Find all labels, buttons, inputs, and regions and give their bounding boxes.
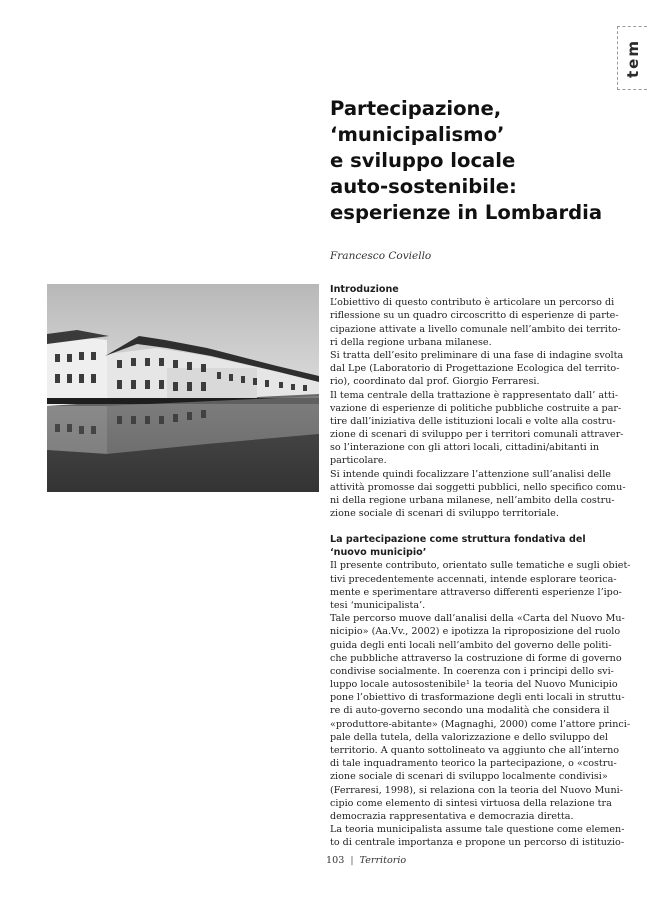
text-line: mente e sperimentare attraverso differenti esperienze l’ipo- bbox=[330, 586, 622, 598]
journal-name: Territorio bbox=[359, 855, 407, 866]
author-name: Francesco Coviello bbox=[330, 250, 432, 262]
intro-heading: Introduzione bbox=[330, 284, 399, 295]
title-line: esperienze in Lombardia bbox=[330, 201, 603, 224]
text-line: Tale percorso muove dall’analisi della «Carta del Nuovo Mu- bbox=[330, 613, 625, 625]
text-line: tesi ‘municipalista’. bbox=[330, 599, 426, 611]
text-line: ni della regione urbana milanese, nell’ambito della costru- bbox=[330, 495, 615, 506]
text-line: tivi precedentemente accennati, intende esplorare teorica- bbox=[330, 573, 617, 585]
title-line: ‘municipalismo’ bbox=[330, 123, 505, 146]
text-line: particolare. bbox=[330, 455, 387, 467]
text-line: Il tema centrale della trattazione è rappresentato dall’ atti- bbox=[330, 389, 619, 401]
text-line: zione di scenari di sviluppo per i territori comunali attraver- bbox=[330, 429, 624, 441]
text-line: democrazia rappresentativa e democrazia diretta. bbox=[330, 810, 574, 822]
text-line: di tale inquadramento teorico la partecipazione, o «costru- bbox=[330, 758, 617, 770]
text-line: nicipio» (Aa.Vv., 2002) e ipotizza la riproposizione del ruolo bbox=[330, 626, 621, 638]
page-footer bbox=[326, 855, 406, 866]
canal-photo bbox=[47, 284, 319, 492]
title-line: auto-sostenibile: bbox=[330, 175, 517, 198]
footer-separator: | bbox=[350, 855, 354, 866]
text-line: cipio come elemento di sintesi virtuosa della relazione tra bbox=[330, 797, 612, 809]
text-line: Si tratta dell’esito preliminare di una fase di indagine svolta bbox=[330, 349, 624, 361]
text-line: zione sociale di scenari di sviluppo localmente condivisi» bbox=[330, 771, 608, 783]
text-line: rio), coordinato dal prof. Giorgio Ferraresi. bbox=[330, 376, 540, 388]
intro-column bbox=[330, 283, 626, 520]
text-line: Il presente contributo, orientato sulle tematiche e sugli obiet- bbox=[330, 560, 631, 572]
text-line: tire dall’iniziativa delle istituzioni locali e volte alla costru- bbox=[330, 415, 616, 427]
text-line: riflessione su un quadro circoscritto di esperienze di parte- bbox=[330, 310, 619, 322]
text-line: (Ferraresi, 1998), si relaziona con la teoria del Nuovo Muni- bbox=[330, 784, 623, 796]
section2-heading: La partecipazione come struttura fondativa del bbox=[330, 534, 586, 545]
text-line: to di centrale importanza e propone un percorso di istituzio- bbox=[330, 837, 625, 849]
page-number: 103 bbox=[326, 855, 345, 866]
text-line: «produttore-abitante» (Magnaghi, 2000) come l’attore princi- bbox=[330, 718, 631, 730]
title-line: e sviluppo locale bbox=[330, 149, 516, 172]
text-line: dal Lpe (Laboratorio di Progettazione Ecologica del territo- bbox=[330, 363, 620, 375]
text-line: condivise socialmente. In coerenza con i principi dello svi- bbox=[330, 665, 614, 677]
section2-column bbox=[330, 533, 631, 850]
text-line: vazione di esperienze di politiche pubbliche costruite a par- bbox=[330, 402, 622, 414]
text-line: guida degli enti locali nell’ambito del governo delle politi- bbox=[330, 639, 612, 651]
article-title bbox=[330, 96, 620, 226]
text-line: attività promosse dai soggetti pubblici, nello specifico comu- bbox=[330, 481, 626, 493]
text-line: ri della regione urbana milanese. bbox=[330, 336, 492, 348]
title-line: Partecipazione, bbox=[330, 97, 502, 120]
text-line: La teoria municipalista assume tale questione come elemen- bbox=[330, 824, 625, 836]
text-line: luppo locale autosostenibile¹ la teoria del Nuovo Municipio bbox=[330, 679, 618, 691]
text-line: zione sociale di scenari di sviluppo territoriale. bbox=[330, 508, 559, 520]
text-line: pale della tutela, della valorizzazione e dello sviluppo del bbox=[330, 731, 608, 743]
text-line: territorio. A quanto sottolineato va aggiunto che all’interno bbox=[330, 745, 620, 756]
text-line: so l’interazione con gli attori locali, cittadini/abitanti in bbox=[330, 442, 600, 454]
text-line: che pubbliche attraverso la costruzione di forme di governo bbox=[330, 652, 622, 664]
section2-heading: ‘nuovo municipio’ bbox=[330, 547, 427, 559]
section-tab-letters: tem bbox=[624, 39, 642, 79]
text-line: Si intende quindi focalizzare l’attenzione sull’analisi delle bbox=[330, 468, 611, 480]
text-line: re di auto-governo secondo una modalità che considera il bbox=[330, 705, 610, 717]
section-tab bbox=[617, 26, 647, 90]
text-line: cipazione attivate a livello comunale nell’ambito dei territo- bbox=[330, 323, 621, 335]
text-line: pone l’obiettivo di trasformazione degli enti locali in struttu- bbox=[330, 692, 625, 704]
text-line: L’obiettivo di questo contributo è articolare un percorso di bbox=[330, 297, 615, 309]
